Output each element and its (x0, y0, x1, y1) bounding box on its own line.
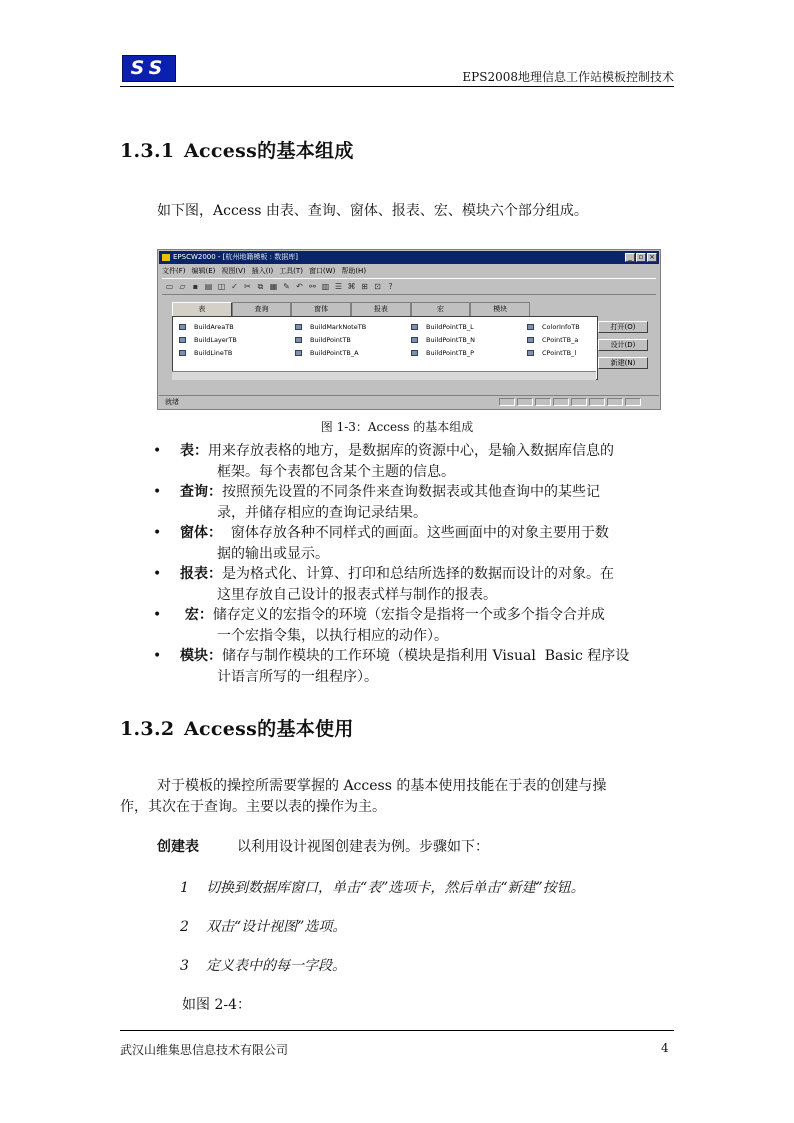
header-rule (120, 86, 674, 87)
menu-window: 窗口(W) (308, 267, 336, 275)
list-item: ColorInfoTB (527, 323, 580, 332)
table-icon (295, 350, 302, 356)
bullet-icon: • (153, 566, 162, 582)
open-button: 打开(O) (598, 321, 648, 333)
bullet-text: 储存与制作模块的工作环境（模块是指利用 Visual Basic 程序设 (222, 648, 630, 664)
step-item: 1 切换到数据库窗口，单击“表”选项卡，然后单击“新建”按钮。 (180, 880, 585, 896)
table-icon (295, 337, 302, 343)
status-text: 就绪 (165, 398, 179, 406)
section-title: Access的基本组成 (184, 140, 354, 162)
newobj-icon: ⊡ (374, 282, 381, 291)
bullet-text-cont: 一个宏指令集，以执行相应的动作）。 (217, 627, 448, 644)
bullet-text-cont: 据的输出或显示。 (217, 545, 329, 562)
logo-text: SS (130, 57, 168, 79)
window-titlebar (159, 251, 659, 264)
bullet-icon: • (153, 443, 162, 459)
bullet-icon: • (153, 525, 162, 541)
section-heading-2 (120, 714, 354, 741)
list-item: CPointTB_l (527, 349, 580, 358)
bullet-label: 窗体： (180, 525, 222, 541)
bullet-text: 窗体存放各种不同样式的画面。这些画面中的对象主要用于数 (222, 525, 609, 541)
list-item: BuildMarkNoteTB (295, 323, 366, 332)
preview-icon: ◫ (217, 282, 226, 291)
analyze-icon: ▥ (321, 282, 330, 291)
table-icon (179, 337, 186, 343)
section-intro: 如下图，Access 由表、查询、窗体、报表、宏、模块六个部分组成。 (157, 203, 588, 219)
tab-reports: 报表 (351, 302, 411, 316)
section-para-line1: 对于模板的操控所需要掌握的 Access 的基本使用技能在于表的创建与操 (157, 778, 607, 794)
list-item (150, 441, 690, 482)
table-icon (411, 324, 418, 330)
menu-file: 文件(F) (162, 267, 186, 275)
list-item (150, 564, 690, 605)
list-item: BuildLayerTB (179, 336, 237, 345)
step-item: 3 定义表中的每一字段。 (180, 958, 346, 974)
page-number: 4 (661, 1041, 669, 1055)
company-logo (122, 55, 176, 82)
figure-caption: 图 1-3：Access 的基本组成 (320, 420, 474, 434)
bullet-icon: • (153, 607, 162, 623)
component-list (150, 441, 690, 687)
section-heading-1 (120, 136, 354, 163)
window-title: EPSCW2000 - [杭州地籍模板 : 数据库] (173, 253, 298, 261)
access-window-figure (157, 249, 661, 410)
bullet-text-cont: 录，并储存相应的查询记录结果。 (217, 504, 427, 521)
bullet-text-cont: 这里存放自己设计的报表式样与制作的报表。 (217, 586, 497, 603)
list-item: BuildPointTB_N (411, 336, 475, 345)
restore-icon: ▫ (636, 253, 646, 262)
table-icon (411, 350, 418, 356)
menu-help: 帮助(H) (341, 267, 367, 275)
list-item (150, 482, 690, 523)
section-title: Access的基本使用 (184, 718, 354, 740)
bullet-label: 查询： (180, 484, 222, 500)
toolbar (162, 278, 656, 295)
list-item: BuildPointTB_L (411, 323, 475, 332)
bullet-text-cont: 计语言所写的一组程序）。 (217, 668, 378, 685)
menu-edit: 编辑(E) (191, 267, 216, 275)
list-item (150, 646, 690, 687)
table-icon (527, 324, 534, 330)
status-bar (159, 395, 659, 408)
bullet-icon: • (153, 484, 162, 500)
section-number: 1.3.1 (120, 140, 175, 162)
close-icon: × (647, 253, 657, 262)
help-icon: ? (388, 282, 393, 291)
tab-queries: 查询 (232, 302, 292, 316)
app-key-icon (162, 254, 170, 261)
menu-tools: 工具(T) (279, 267, 303, 275)
list-item: BuildPointTB (295, 336, 366, 345)
list-item: BuildLineTB (179, 349, 237, 358)
menu-bar (162, 265, 656, 277)
link-icon: ⚯ (309, 282, 316, 291)
save-icon: ▪ (192, 282, 199, 291)
horizontal-scrollbar (172, 371, 596, 380)
menu-view: 视图(V) (221, 267, 246, 275)
section-number: 1.3.2 (120, 718, 175, 740)
design-button: 设计(D) (598, 339, 648, 351)
list-item: CPointTB_a (527, 336, 580, 345)
section-para-line2: 作，其次在于查询。主要以表的操作为主。 (120, 799, 386, 815)
props-icon: ☰ (334, 282, 343, 291)
bullet-label: 模块： (180, 648, 222, 664)
create-table-text: 以利用设计视图创建表为例。步骤如下： (237, 839, 489, 855)
tab-macros: 宏 (411, 302, 471, 316)
table-icon (527, 337, 534, 343)
table-icon (295, 324, 302, 330)
tab-tables: 表 (172, 302, 232, 316)
menu-insert: 插入(I) (251, 267, 274, 275)
bullet-text: 用来存放表格的地方，是数据库的资源中心，是输入数据库信息的 (208, 443, 614, 459)
table-icon (179, 350, 186, 356)
spell-icon: ✓ (231, 282, 238, 291)
list-item (150, 605, 690, 646)
undo-icon: ↶ (296, 282, 303, 291)
list-item: BuildPointTB_P (411, 349, 475, 358)
code-icon: ⌘ (347, 282, 356, 291)
list-item: BuildPointTB_A (295, 349, 366, 358)
bullet-label: 表： (180, 443, 208, 459)
print-icon: ▤ (204, 282, 213, 291)
copy-icon: ⧉ (257, 282, 264, 291)
footer-rule (120, 1030, 674, 1031)
relations-icon: ⊞ (361, 282, 368, 291)
bullet-text: 储存定义的宏指令的环境（宏指令是指将一个或多个指令合并成 (212, 607, 605, 623)
cut-icon: ✂ (244, 282, 251, 291)
list-item (150, 523, 690, 564)
new-icon: ▭ (165, 282, 174, 291)
see-figure-text: 如图 2-4： (182, 997, 251, 1013)
bullet-text: 按照预先设置的不同条件来查询数据表或其他查询中的某些记 (222, 484, 600, 500)
minimize-icon: _ (625, 253, 635, 262)
tab-forms: 窗体 (291, 302, 351, 316)
open-icon: ▱ (179, 282, 186, 291)
bullet-icon: • (153, 648, 162, 664)
header-title: EPS2008地理信息工作站模板控制技术 (462, 70, 674, 84)
paste-icon: ▦ (269, 282, 278, 291)
bullet-text-cont: 框架。每个表都包含某个主题的信息。 (217, 463, 455, 480)
table-icon (527, 350, 534, 356)
new-button: 新建(N) (598, 357, 648, 369)
table-icon (179, 324, 186, 330)
tab-modules: 模块 (470, 302, 530, 316)
list-item: BuildAreaTB (179, 323, 237, 332)
format-icon: ✎ (283, 282, 290, 291)
bullet-text: 是为格式化、计算、打印和总结所选择的数据而设计的对象。在 (222, 566, 614, 582)
object-tabs (172, 302, 530, 316)
table-icon (411, 337, 418, 343)
footer-company: 武汉山维集思信息技术有限公司 (120, 1043, 289, 1057)
create-table-line (157, 836, 489, 858)
bullet-label: 报表： (180, 566, 222, 582)
step-item: 2 双击“设计视图”选项。 (180, 919, 347, 935)
bullet-label: 宏： (180, 607, 213, 623)
create-table-label: 创建表 (157, 839, 199, 855)
